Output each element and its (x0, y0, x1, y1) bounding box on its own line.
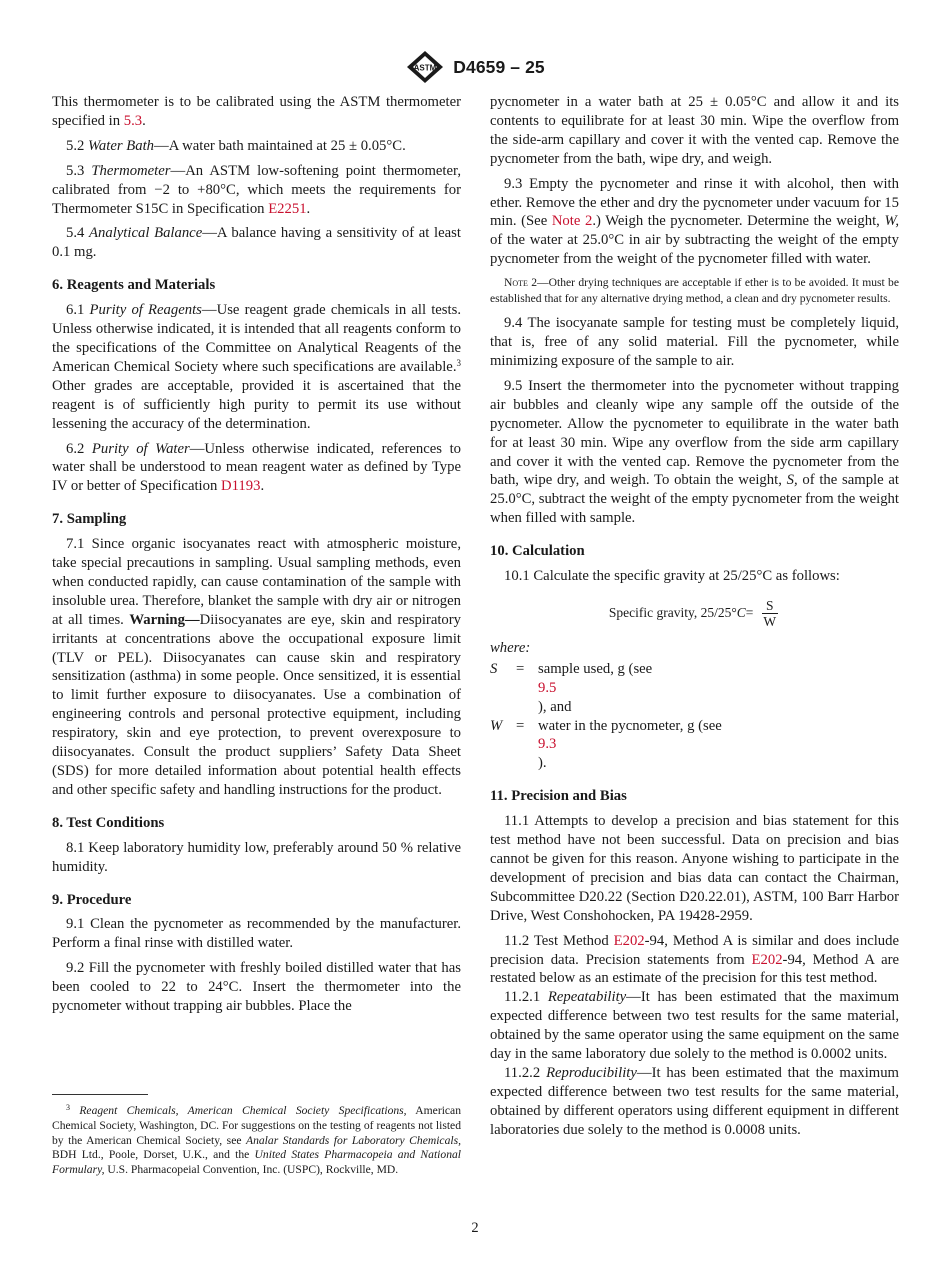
section-6-2: 6.2 Purity of Water—Unless otherwise indicated, references to water shall be understood to mean reagent water as defined by Type IV or better of Specification D1193. (52, 440, 461, 495)
section-7-1: 7.1 Since organic isocyanates react with atmospheric moisture, take special precautions in sampling. Usual sampling methods, even when conducted rapidly, can cause contamination of the sample with insoluble urea. Therefore, blanket the sample with dry air or nitrogen at all times. Warning—Diisocyanates are eye, skin and respiratory irritants at concentrations above the occupational exposure limit (TLV or PEL). Diisocyanates can cause skin and respiratory sensitization (asthma) in some people. Once sensitized, it is essential to limit further exposure to diisocyanates. Use a combination of engineering controls and personal protective equipment, including respiratory, skin and eye protection, to prevent overexposure to diisocyanates. Consult the product suppliers’ Safety Data Sheet (SDS) for more detailed information about potential health effects and other specific safety and handling instructions for the product. (52, 536, 461, 798)
section-5-2: 5.2 Water Bath—A water bath maintained at 25 ± 0.05°C. (66, 137, 406, 154)
designation: D4659 – 25 (453, 56, 545, 77)
astm-logo-icon (405, 50, 445, 84)
section-9-1: 9.1 Clean the pycnometer as recommended by the manufacturer. Perform a final rinse with distilled water. (52, 916, 461, 952)
section-9-2: 9.2 Fill the pycnometer with freshly boiled distilled water that has been cooled to 22 to 24°C. Insert the thermometer into the pycnometer without trapping air bubbles. Place the (52, 960, 461, 1015)
heading-11: 11. Precision and Bias (490, 788, 627, 805)
heading-8: 8. Test Conditions (52, 814, 165, 831)
warning-label: Warning— (129, 611, 200, 628)
section-5-4: 5.4 Analytical Balance—A balance having a sensitivity of at least 0.1 mg. (52, 225, 461, 261)
xref-e2251[interactable]: E2251 (268, 200, 307, 217)
variable-definitions: S = sample used, g (see 9.5 ), and W = water in the pycnometer, g (see 9.3 ). (490, 660, 722, 772)
heading-6: 6. Reagents and Materials (52, 277, 216, 294)
heading-7: 7. Sampling (52, 511, 127, 528)
note-2: Note 2—Other drying techniques are acceptable if ether is to be avoided. It must be established that for any alternative drying method, a clean and dry pycnometer results. (490, 276, 899, 305)
footnote-divider (52, 1094, 148, 1095)
section-11-1: 11.1 Attempts to develop a precision and bias statement for this test method have not been successful. Data on precision and bias cannot be given for this reason. Anyone wishing to participate in the development of precision and bias data can contact the Chairman, Subcommittee D20.22 (Section D20.22.01), ASTM, 100 Barr Harbor Drive, West Conshohocken, PA 19428-2959. (490, 813, 899, 924)
xref-5-3[interactable]: 5.3 (123, 112, 143, 129)
section-9-2-continued: pycnometer in a water bath at 25 ± 0.05°C and allow it and its contents to equilibrate for at least 30 min. Wipe the overflow from the side-arm capillary and cover it with the vented cap. Remove the pycnometer from the bath, wipe dry, and weigh. (490, 94, 899, 167)
paragraph-continued: This thermometer is to be calibrated using the ASTM thermometer specified in 5.3. (52, 94, 461, 129)
left-column (52, 93, 461, 1016)
xref-note-2[interactable]: Note 2 (551, 213, 593, 230)
heading-10: 10. Calculation (490, 543, 585, 560)
section-11-2: 11.2 Test Method E202-94, Method A is similar and does include precision data. Precision statements from E202-94, Method A are restated below as an estimate of the precision for this test method. (490, 932, 900, 987)
section-6-1: 6.1 Purity of Reagents—Use reagent grade chemicals in all tests. Unless otherwise indicated, it is intended that all reagents conform to the specifications of the Committee on Analytical Reagents of the American Chemical Society where such specifications are available.$^3$ Other grades are acceptable, provided it is ascertained that the reagent is of sufficiently high purity to permit its use without lessening the accuracy of the determination. (52, 302, 461, 432)
section-11-2-1: 11.2.1 Repeatability—It has been estimated that the maximum expected difference between two test results for the same material, obtained by the same operator using the same equipment on the same day in the same laboratory due solely to the method is 0.0002 units. (490, 989, 899, 1063)
footnote-3: $^3$ Reagent Chemicals, American Chemical Society Specifications, American Chemical Society, Washington, DC. For suggestions on the testing of reagents not listed by the American Chemical Society, see Analar Standards for Laboratory Chemicals, BDH Ltd., Poole, Dorset, U.K., and the United States Pharmacopeia and National Formulary, U.S. Pharmacopeial Convention, Inc. (USPC), Rockville, MD. (52, 1103, 462, 1177)
right-column (490, 93, 899, 1140)
xref-e202-a[interactable]: E202 (613, 932, 645, 949)
xref-d1193[interactable]: D1193 (221, 478, 261, 495)
section-9-4: 9.4 The isocyanate sample for testing must be completely liquid, that is, free of any solid material. Fill the pycnometer, while minimizing exposure of the sample to air. (490, 315, 899, 369)
footnote-ref-3[interactable]: 3 (456, 357, 461, 368)
section-9-3: 9.3 Empty the pycnometer and rinse it with alcohol, then with ether. Remove the ether and dry the pycnometer under vacuum for 15 min. (See Note 2.) Weigh the pycnometer. Determine the weight, W, of the water at 25.0°C in air by subtracting the weight of the empty pycnometer from the weight of the pycnometer filled with water. (490, 175, 899, 268)
section-11-2-2: 11.2.2 Reproducibility—It has been estimated that the maximum expected difference between two test results for the same material, obtained by different operators using different equipment in different laboratories due solely to the method is 0.0008 units. (490, 1064, 899, 1138)
fraction-s-over-w: $\frac{S}{W}$ (763, 597, 777, 629)
xref-e202-b[interactable]: E202 (751, 951, 783, 968)
where-label: where: (490, 639, 531, 656)
xref-9-3[interactable]: 9.3 (538, 736, 557, 753)
section-8-1: 8.1 Keep laboratory humidity low, preferably around 50 % relative humidity. (52, 839, 461, 875)
page-number: 2 (471, 1220, 479, 1236)
section-5-3: 5.3 Thermometer—An ASTM low-softening point thermometer, calibrated from −2 to +80°C, which meets the requirements for Thermometer S15C in Specification E2251. (52, 162, 462, 217)
page-header (0, 50, 950, 84)
section-10-1: 10.1 Calculate the specific gravity at 25/25°C as follows: (504, 568, 840, 585)
specific-gravity-equation: Specific gravity, 25/25° C = $\frac{S}{W}$ (490, 598, 899, 629)
section-9-5: 9.5 Insert the thermometer into the pycnometer without trapping air bubbles and cleanly wipe any sample off the outside of the pycnometer. Allow the pycnometer to equilibrate in the water bath for at least 30 min. Wipe any overflow from the side arm capillary and cover it with the vented cap. Remove the pycnometer from the bath, wipe dry, and weigh. To obtain the weight, S, of the sample at 25.0°C, subtract the weight of the empty pycnometer from the weight when filled with sample. (490, 377, 899, 527)
heading-9: 9. Procedure (52, 891, 132, 908)
svg-text:ASTM: ASTM (413, 63, 437, 73)
xref-9-5[interactable]: 9.5 (538, 679, 557, 696)
